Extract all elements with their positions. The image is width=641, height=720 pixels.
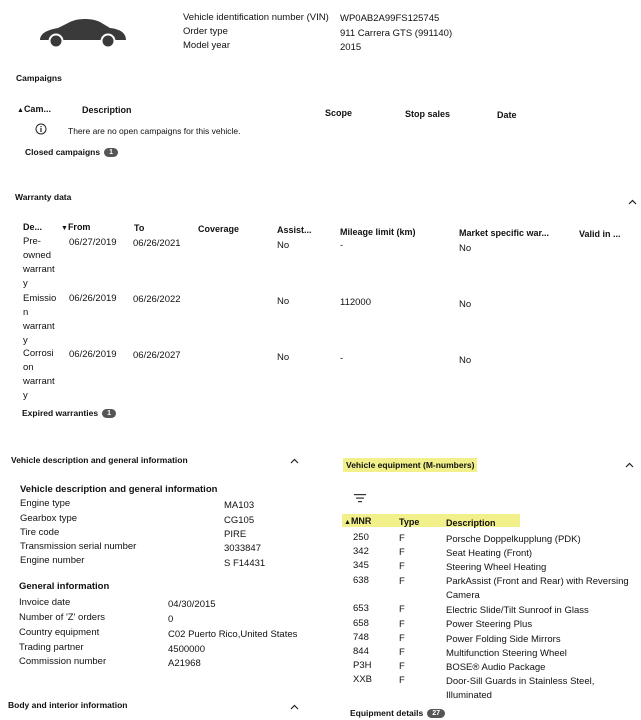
body-interior-title[interactable]: Body and interior information <box>8 700 128 710</box>
equipment-type: F <box>399 547 405 558</box>
equipment-details-link[interactable]: Equipment details 27 <box>350 708 445 718</box>
campaigns-col-description[interactable]: Description <box>82 105 132 115</box>
equipment-type: F <box>399 675 405 686</box>
equipment-desc: ParkAssist (Front and Rear) with Reversing Camera <box>446 576 629 601</box>
campaigns-col-cam[interactable]: ▲Cam... <box>17 104 51 114</box>
engine-number-value: S F14431 <box>224 558 266 569</box>
engine-type-value: MA103 <box>224 500 255 511</box>
vehicle-desc-subtitle: Vehicle description and general information <box>20 484 218 495</box>
campaigns-col-date[interactable]: Date <box>497 110 517 120</box>
model-year-value: 2015 <box>340 42 362 53</box>
z-orders-label: Number of 'Z' orders <box>19 612 105 623</box>
warranty-from: 06/26/2019 <box>69 349 117 360</box>
equipment-desc: Electric Slide/Tilt Sunroof in Glass <box>446 605 589 616</box>
sort-asc-icon: ▲ <box>17 107 24 114</box>
warranty-desc: Pre- owned warrant y <box>23 236 55 289</box>
gearbox-type-label: Gearbox type <box>20 513 78 524</box>
equipment-type: F <box>399 647 405 658</box>
equipment-mnr: 345 <box>353 560 369 571</box>
equipment-mnr: 658 <box>353 618 369 629</box>
equipment-mnr: 653 <box>353 603 369 614</box>
warranty-assist: No <box>277 296 290 307</box>
model-year-label: Model year <box>183 40 230 51</box>
warranty-col-assist[interactable]: Assist... <box>277 225 312 235</box>
warranty-market: No <box>459 355 472 366</box>
engine-type-label: Engine type <box>20 498 71 509</box>
warranty-col-from[interactable]: ▼From <box>61 222 91 232</box>
warranty-to: 06/26/2027 <box>133 350 181 361</box>
equipment-type: F <box>399 561 405 572</box>
campaigns-title[interactable]: Campaigns <box>16 73 62 83</box>
warranty-from: 06/27/2019 <box>69 237 117 248</box>
warranty-to: 06/26/2022 <box>133 294 181 305</box>
campaigns-col-stop-sales[interactable]: Stop sales <box>405 109 451 119</box>
warranty-from: 06/26/2019 <box>69 293 117 304</box>
campaigns-empty-message: There are no open campaigns for this vehicle. <box>68 126 241 136</box>
equipment-section-title[interactable]: Vehicle equipment (M-numbers) <box>343 458 477 472</box>
equipment-mnr: 748 <box>353 632 369 643</box>
equipment-desc: Seat Heating (Front) <box>446 548 533 559</box>
chevron-up-icon[interactable] <box>290 704 297 711</box>
trading-partner-label: Trading partner <box>19 642 84 653</box>
equipment-type: F <box>399 604 405 615</box>
equipment-desc: Door-Sill Guards in Stainless Steel, Illuminated <box>446 676 595 701</box>
chevron-up-icon[interactable] <box>290 458 297 465</box>
commission-number-label: Commission number <box>19 656 107 667</box>
warranty-desc: Emissio n warrant y <box>23 293 57 346</box>
sort-asc-icon: ▲ <box>344 519 351 526</box>
country-equipment-value: C02 Puerto Rico,United States <box>168 629 298 640</box>
car-icon <box>36 16 128 48</box>
chevron-up-icon[interactable] <box>625 462 632 469</box>
equipment-type: F <box>399 661 405 672</box>
vehicle-desc-section-title[interactable]: Vehicle description and general information <box>11 455 188 465</box>
order-type-value: 911 Carrera GTS (991140) <box>340 28 453 39</box>
invoice-date-label: Invoice date <box>19 597 71 608</box>
warranty-mileage: - <box>340 240 344 251</box>
warranty-col-coverage[interactable]: Coverage <box>198 224 240 234</box>
general-info-title: General information <box>19 581 110 592</box>
equipment-desc: Porsche Doppelkupplung (PDK) <box>446 534 581 545</box>
filter-icon[interactable] <box>354 493 366 503</box>
equipment-mnr: 342 <box>353 546 369 557</box>
equipment-col-type[interactable]: Type <box>399 517 420 527</box>
expired-warranties-count: 1 <box>102 409 116 418</box>
chevron-up-icon[interactable] <box>628 199 635 206</box>
equipment-mnr: XXB <box>353 674 373 685</box>
transmission-serial-value: 3033847 <box>224 543 261 554</box>
warranty-col-desc[interactable]: De... <box>23 222 43 232</box>
equipment-details-count: 27 <box>427 709 445 718</box>
warranty-col-mileage[interactable]: Mileage limit (km) <box>340 227 416 237</box>
equipment-col-mnr[interactable]: ▲MNR <box>344 516 372 526</box>
equipment-desc: Power Steering Plus <box>446 619 533 630</box>
vin-label: Vehicle identification number (VIN) <box>183 12 329 23</box>
campaigns-col-scope[interactable]: Scope <box>325 108 353 118</box>
equipment-desc: Multifunction Steering Wheel <box>446 648 567 659</box>
invoice-date-value: 04/30/2015 <box>168 599 216 610</box>
equipment-type: F <box>399 619 405 630</box>
warranty-title[interactable]: Warranty data <box>15 192 72 202</box>
warranty-mileage: 112000 <box>340 297 371 308</box>
equipment-type: F <box>399 633 405 644</box>
warranty-market: No <box>459 299 472 310</box>
equipment-type: F <box>399 576 405 587</box>
warranty-to: 06/26/2021 <box>133 238 181 249</box>
trading-partner-value: 4500000 <box>168 644 205 655</box>
vin-value: WP0AB2A99FS125745 <box>340 13 440 24</box>
closed-campaigns-count: 1 <box>104 148 118 157</box>
equipment-desc: Steering Wheel Heating <box>446 562 547 573</box>
tire-code-label: Tire code <box>20 527 60 538</box>
equipment-mnr: 844 <box>353 646 369 657</box>
warranty-assist: No <box>277 352 290 363</box>
expired-warranties-link[interactable]: Expired warranties 1 <box>22 408 116 418</box>
info-icon <box>35 123 47 135</box>
equipment-type: F <box>399 533 405 544</box>
equipment-mnr: 250 <box>353 532 369 543</box>
equipment-col-description[interactable]: Description <box>446 518 496 528</box>
warranty-col-to[interactable]: To <box>134 223 145 233</box>
commission-number-value: A21968 <box>168 658 201 669</box>
warranty-col-market[interactable]: Market specific war... <box>459 228 550 238</box>
order-type-label: Order type <box>183 26 228 37</box>
z-orders-value: 0 <box>168 614 174 625</box>
equipment-mnr: 638 <box>353 575 369 586</box>
warranty-market: No <box>459 243 472 254</box>
tire-code-value: PIRE <box>224 529 247 540</box>
transmission-serial-label: Transmission serial number <box>20 541 137 552</box>
warranty-mileage: - <box>340 353 344 364</box>
equipment-desc: BOSE® Audio Package <box>446 662 546 673</box>
engine-number-label: Engine number <box>20 555 85 566</box>
warranty-col-valid[interactable]: Valid in ... <box>579 229 621 239</box>
warranty-desc: Corrosi on warrant y <box>23 348 55 401</box>
gearbox-type-value: CG105 <box>224 515 255 526</box>
closed-campaigns-link[interactable]: Closed campaigns 1 <box>25 147 118 157</box>
sort-desc-icon: ▼ <box>61 225 68 232</box>
warranty-assist: No <box>277 240 290 251</box>
equipment-desc: Power Folding Side Mirrors <box>446 634 561 645</box>
equipment-mnr: P3H <box>353 660 372 671</box>
country-equipment-label: Country equipment <box>19 627 100 638</box>
